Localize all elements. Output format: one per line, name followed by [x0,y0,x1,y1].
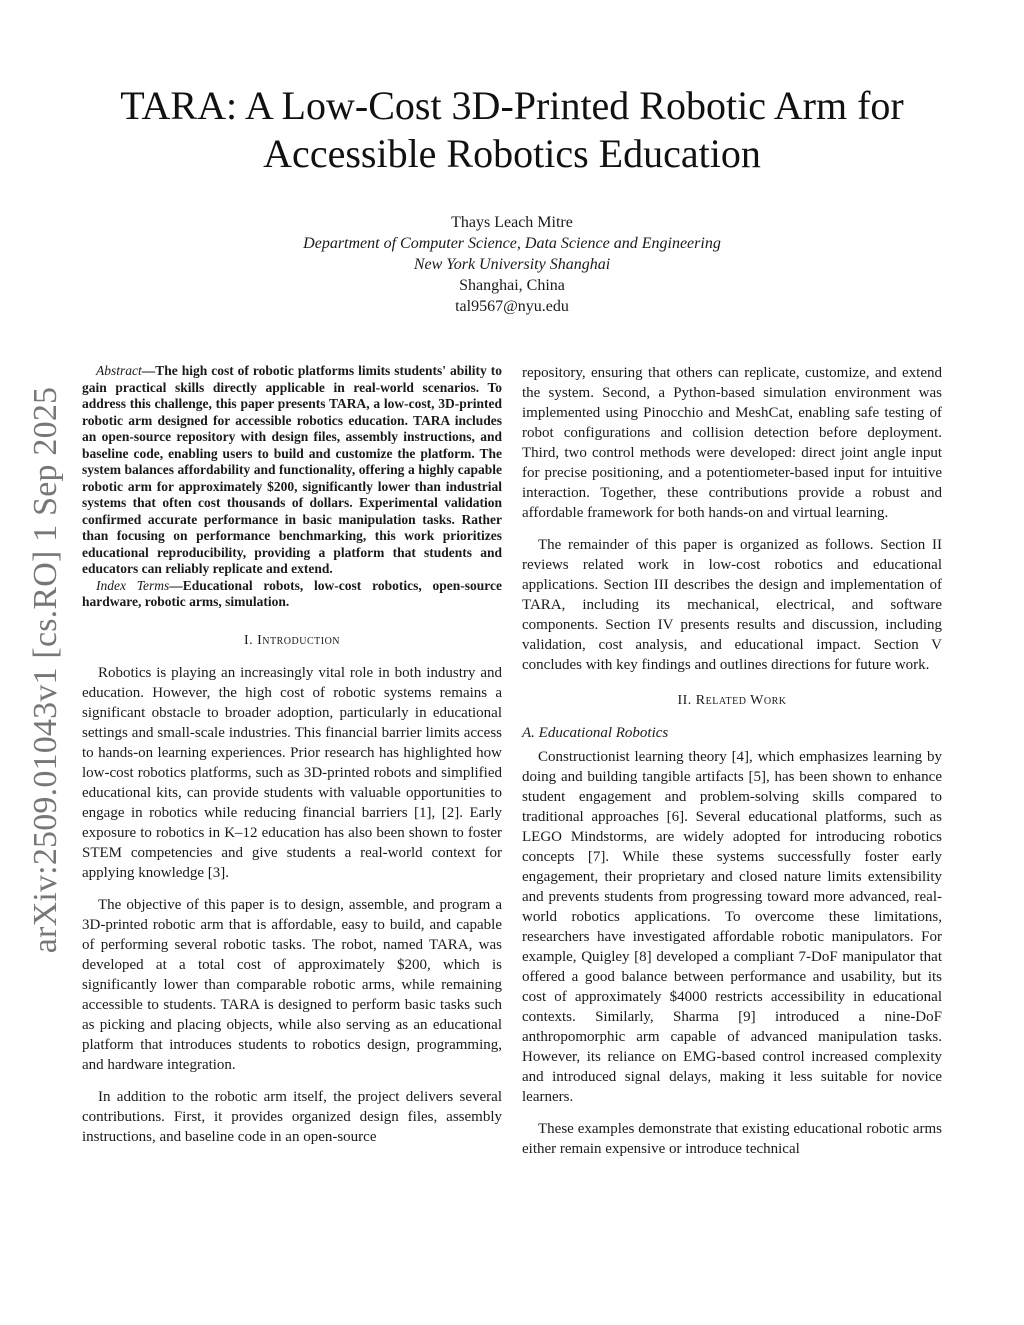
abstract-text: —The high cost of robotic platforms limits students' ability to gain practical skills directly applicable in real-world scenarios. To address this challenge, this paper presents TARA, a low-cost, 3D-printed robotic arm designed for accessible robotics education. TARA includes an open-source repository with design files, assembly instructions, and baseline code, enabling users to build and customize the platform. The system balances affordability and functionality, offering a highly capable robotic arm for approximately $200, significantly lower than industrial systems that often cost thousands of dollars. Experimental validation confirmed accurate performance in basic manipulation tasks. Rather than focusing on performance benchmarking, this work prioritizes educational reproducibility, providing a platform that students and educators can reliably replicate and extend. [82,363,502,576]
subsection-heading-educational-robotics: A. Educational Robotics [522,725,669,741]
arxiv-sidebar [6,360,86,980]
author-email: tal9567@nyu.edu [455,298,569,315]
author-university: New York University Shanghai [413,256,611,273]
section-heading-related-work: II. Related Work [677,693,787,708]
intro-paragraph-4: The remainder of this paper is organized as follows. Section II reviews related work in low-cost robotics and educational applications. Section III describes the design and implementation of TARA, including its mechanical, electrical, and software components. Section IV presents results and discussion, including validation, cost analysis, and educational impact. Section V concludes with key findings and outlines directions for future work. [522,537,942,673]
title-line-1: TARA: A Low-Cost 3D-Printed Robotic Arm for [120,83,904,128]
left-column [82,363,502,1159]
arxiv-identifier: arXiv:2509.01043v1 [cs.RO] 1 Sep 2025 [27,386,64,954]
author-block [0,212,1024,317]
index-terms [82,578,502,611]
paper-header [0,82,1024,317]
author-name: Thays Leach Mitre [451,214,573,231]
paper-title [0,82,1024,178]
author-department: Department of Computer Science, Data Science and Engineering [303,235,721,252]
intro-paragraph-3: In addition to the robotic arm itself, the project delivers several contributions. First, it provides organized design files, assembly instructions, and baseline code in an open-source [82,1088,502,1145]
related-paragraph-2: These examples demonstrate that existing educational robotic arms either remain expensive or introduce technical [522,1121,942,1157]
intro-paragraph-1: Robotics is playing an increasingly vital role in both industry and education. However, the high cost of robotic systems remains a significant obstacle to broader adoption, particularly in educational settings and small-scale industries. This financial barrier limits access to hands-on learning experiences. Prior research has highlighted how low-cost robotics platforms, such as 3D-printed robots and simplified educational kits, can provide students with valuable opportunities to engage in robotics while reducing financial barriers [1], [2]. Early exposure to robotics in K–12 education has also been shown to foster STEM competencies and give students a real-world context for applying knowledge [3]. [82,664,502,881]
index-terms-label: Index Terms [96,577,170,593]
author-location: Shanghai, China [459,277,565,294]
title-line-2: Accessible Robotics Education [263,131,761,176]
related-paragraph-1: Constructionist learning theory [4], which emphasizes learning by doing and building tangible artifacts [5], has been shown to enhance student engagement and problem-solving skills compared to traditional approaches [6]. Several educational platforms, such as LEGO Mindstorms, are widely adopted for introducing robotics concepts [7]. While these systems successfully foster early engagement, their proprietary and closed nature limits extensibility and prevents students from progressing toward more advanced, real-world robotics applications. To overcome these limitations, researchers have investigated affordable robotic manipulators. For example, Quigley [8] developed a compliant 7-DoF manipulator that offered a good balance between performance and usability, but its cost of approximately $4000 restricts accessibility in educational contexts. Similarly, Sharma [9] introduced a nine-DoF anthropomorphic arm capable of advanced manipulation tasks. However, its reliance on EMG-based control increased complexity and introduced signal delays, making it less suitable for novice learners. [522,749,942,1105]
section-heading-introduction: I. Introduction [243,632,341,648]
intro-paragraph-3-continued: repository, ensuring that others can replicate, customize, and extend the system. Second, a Python-based simulation environment was implemented using Pinocchio and MeshCat, enabling safe testing of robot configurations and collision detection before deployment. Third, two control methods were developed: direct joint angle input for precise positioning, and a potentiometer-based input for intuitive interaction. Together, these contributions provide a robust and affordable framework for both hands-on and virtual learning. [522,365,942,521]
index-terms-text: —Educational robots, low-cost robotics, open-source hardware, robotic arms, simulation. [82,577,502,609]
right-column [522,363,942,1171]
intro-paragraph-2: The objective of this paper is to design, assemble, and program a 3D-printed robotic arm that is affordable, easy to build, and capable of performing several robotic tasks. The robot, named TARA, was developed at a total cost of approximately $200, which is significantly lower than comparable robotic arms, while remaining accessible to students. TARA is designed to perform basic tasks such as picking and placing objects, while also serving as an educational platform that introduces students to robotics design, programming, and hardware integration. [82,896,502,1073]
abstract [82,363,502,578]
abstract-label: Abstract [96,363,142,378]
